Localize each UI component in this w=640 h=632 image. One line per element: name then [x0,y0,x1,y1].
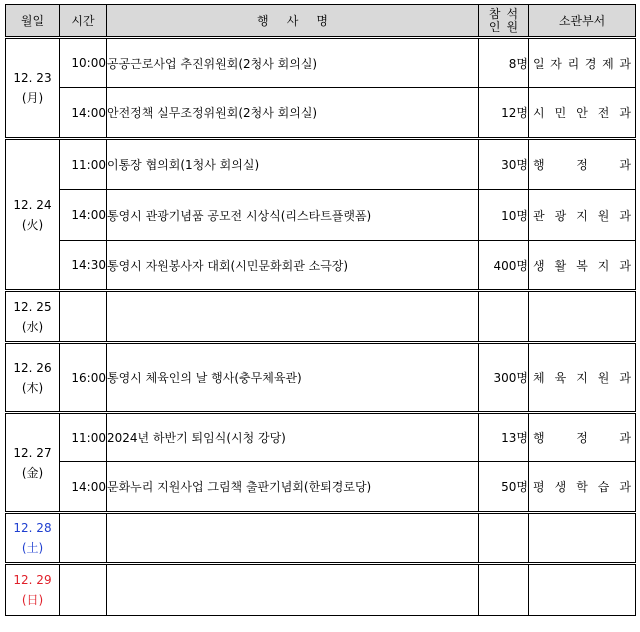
weekday-text: (金) [21,465,44,480]
schedule-row [6,88,636,139]
header-attendees-char: 원 [506,19,519,34]
weekday-text: (土) [21,541,44,555]
dept-char: 경 [584,56,597,71]
time-cell [60,564,107,616]
header-attendees-char: 석 [506,6,519,21]
event-cell: 문화누리 지원사업 그림책 출판기념회(한퇴경로당) [107,462,479,513]
date-text: 12. 24 [13,197,52,212]
date-cell [6,291,60,343]
dept-char: 과 [619,371,631,385]
schedule-row [6,462,636,513]
dept-char: 지 [576,208,588,223]
event-cell [107,291,479,343]
date-text: 12. 28 [13,521,52,535]
dept-char: 제 [602,56,614,71]
schedule-row [6,291,636,343]
event-cell [107,513,479,564]
attendees-cell: 30명 [479,139,529,190]
time-cell: 11:00 [60,413,107,462]
dept-char: 과 [619,106,631,120]
schedule-row [6,190,636,241]
dept-char: 지 [576,371,588,385]
dept-char: 과 [619,56,631,71]
dept-cell [529,462,636,513]
dept-char: 생 [533,258,545,273]
dept-cell [529,343,636,413]
schedule-row [6,413,636,462]
schedule-row [6,564,636,616]
schedule-table [5,4,636,616]
schedule-row [6,343,636,413]
event-cell: 안전정책 실무조정위원회(2청사 회의실) [107,88,479,139]
attendees-cell: 10명 [479,190,529,241]
dept-char: 육 [554,371,567,385]
date-cell [6,139,60,291]
dept-char: 과 [619,431,631,445]
schedule-row [6,38,636,88]
dept-cell [529,139,636,190]
header-event-char: 행 [257,14,269,28]
attendees-cell: 8명 [479,38,529,88]
date-cell [6,564,60,616]
dept-char: 안 [576,106,588,120]
date-cell [6,513,60,564]
event-cell: 공공근로사업 추진위원회(2청사 회의실) [107,38,479,88]
time-cell: 14:30 [60,241,107,291]
dept-char: 생 [554,480,567,494]
event-cell: 통영시 관광기념품 공모전 시상식(리스타트플랫폼) [107,190,479,241]
schedule-row [6,241,636,291]
header-attendees [479,5,529,38]
event-cell [107,564,479,616]
time-cell: 11:00 [60,139,107,190]
attendees-cell [479,564,529,616]
dept-cell [529,413,636,462]
dept-cell [529,564,636,616]
dept-char: 행 [533,431,545,445]
weekday-text: (木) [21,380,44,395]
dept-char: 과 [619,208,631,223]
dept-char: 광 [554,208,567,223]
date-cell [6,38,60,139]
header-attendees-char: 참 [488,6,501,21]
header-row [6,5,636,38]
time-cell: 16:00 [60,343,107,413]
dept-char: 관 [533,208,545,223]
header-day: 월일 [6,5,60,38]
event-cell: 이통장 협의회(1청사 회의실) [107,139,479,190]
weekday-text: (水) [21,319,44,334]
header-event [107,5,479,38]
weekday-text: (月) [21,91,44,105]
schedule-body [6,38,636,616]
dept-char: 일 [533,56,545,71]
attendees-cell: 50명 [479,462,529,513]
date-cell [6,343,60,413]
dept-char: 과 [619,480,631,494]
event-cell: 2024년 하반기 퇴임식(시청 강당) [107,413,479,462]
time-cell: 14:00 [60,88,107,139]
attendees-cell: 13명 [479,413,529,462]
dept-char: 자 [550,56,562,71]
dept-char: 지 [597,258,610,273]
dept-char: 복 [576,258,588,273]
header-dept: 소관부서 [529,5,636,38]
header-event-char: 명 [316,14,328,28]
dept-char: 체 [533,371,545,385]
attendees-cell: 400명 [479,241,529,291]
attendees-cell [479,513,529,564]
time-cell: 14:00 [60,462,107,513]
time-cell: 10:00 [60,38,107,88]
dept-cell [529,38,636,88]
event-cell: 통영시 자원봉사자 대회(시민문화회관 소극장) [107,241,479,291]
dept-char: 학 [576,480,588,494]
dept-cell [529,88,636,139]
dept-cell [529,190,636,241]
time-cell: 14:00 [60,190,107,241]
dept-cell [529,291,636,343]
dept-char: 민 [554,106,567,120]
dept-char: 원 [597,371,610,385]
dept-cell [529,241,636,291]
dept-char: 전 [597,106,610,120]
weekday-text: (火) [21,217,44,232]
dept-char: 과 [619,258,631,273]
dept-char: 활 [554,258,567,273]
dept-cell [529,513,636,564]
time-cell [60,291,107,343]
dept-char: 리 [567,56,580,71]
attendees-cell: 300명 [479,343,529,413]
dept-char: 행 [533,158,545,172]
date-text: 12. 29 [13,573,52,587]
weekday-text: (日) [21,593,44,607]
dept-char: 원 [597,208,610,223]
header-attendees-char: 인 [488,19,501,34]
schedule-row [6,139,636,190]
dept-char: 시 [533,106,545,120]
dept-char: 평 [533,480,545,494]
dept-char: 습 [597,480,610,494]
date-text: 12. 26 [13,360,52,375]
schedule-row [6,513,636,564]
dept-char: 과 [619,158,631,172]
date-text: 12. 25 [13,299,52,314]
header-event-char: 사 [286,14,299,28]
date-cell [6,413,60,513]
attendees-cell: 12명 [479,88,529,139]
header-time: 시간 [60,5,107,38]
time-cell [60,513,107,564]
dept-char: 정 [576,431,588,445]
date-text: 12. 23 [13,71,52,85]
date-text: 12. 27 [13,445,52,460]
event-cell: 통영시 체육인의 날 행사(충무체육관) [107,343,479,413]
attendees-cell [479,291,529,343]
dept-char: 정 [576,158,588,172]
